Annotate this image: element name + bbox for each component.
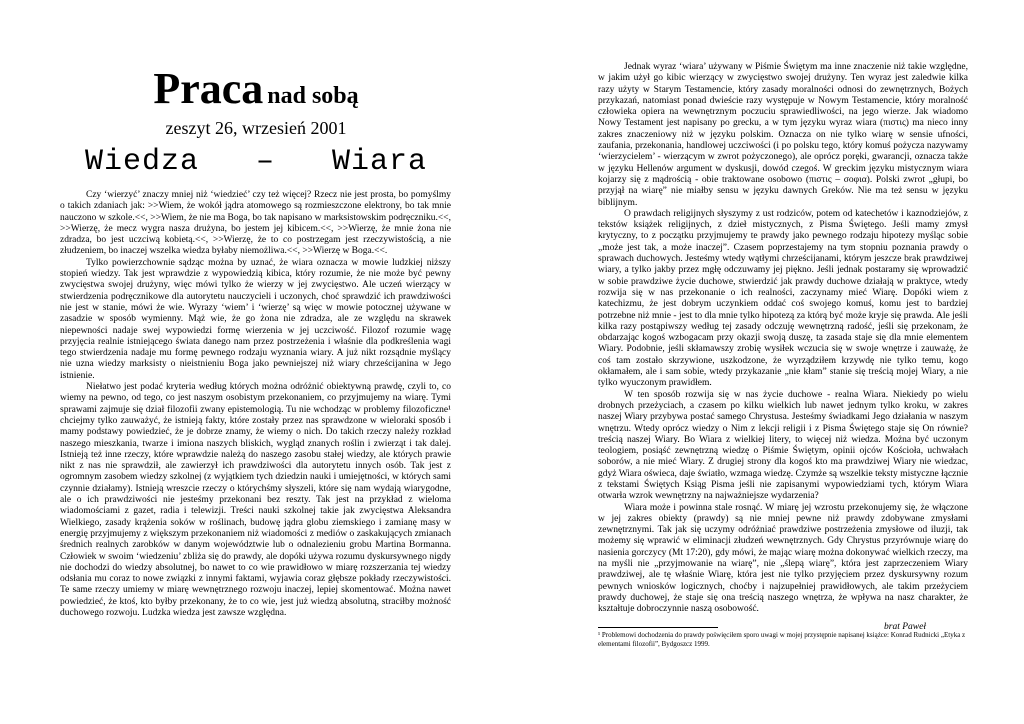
right-column-text [598,62,968,633]
page-title: Praca [153,64,264,113]
footnote [598,627,968,649]
paragraph: Tylko powierzchownie sądząc można by uznać, że wiara oznacza w mowie ludzkiej niższy stopień wiedzy. Tak jest wprawdzie z wypowiedzią kibica, który rozumie, że nie może być pewny zwycięstwa swojej drużyny, więc mówi tylko że wierzy w jej zwycięstwo. Ale uczeń wierzący w stwierdzenia podręcznikowe dla autorytetu nauczycieli i uczonych, choć sprawdzić ich prawdziwości nie jest w stanie, mówi że wie. Wyrazy ‘wiem’ i ‘wierzę’ są więc w mowie potocznej używane w zasadzie w sposób wymienny. Mąż wie, że go żona nie zdradza, ale ze względu na skrawek niepewności nadaje swej wypowiedzi formę wierzenia w jej uczciwość. Filozof rozumie wagę przyjęcia realnie istniejącego świata danego nam przez postrzeżenia i właśnie dla podkreślenia wagi tego stwierdzenia nadaje mu formę pewnego rodzaju wyznania wiary. A już nikt rozsądnie myślący nie uzna wiedzy marksisty o nieistnieniu Boga jako pewniejszej niż wiary chrześcijanina w Jego istnienie. [60,257,451,381]
paragraph: Wiara może i powinna stale rosnąć. W miarę jej wzrostu przekonujemy się, że włączone w jej zakres obiekty (prawdy) są nie mniej pewne niż prawdy zdobywane zmysłami zewnętrznymi. Tak jak się uczymy odróżniać prawdziwe postrzeżenia zmysłowe od iluzji, tak możemy się wprawić w eliminacji złudzeń wewnętrznych. Gdy Chrystus przyrównuje wiarę do nasienia gorczycy (Mt 17:20), gdy mówi, że mając wiarę można dokonywać wielkich rzeczy, ma na myśli nie „przyjmowanie na wiarę”, nie „ślepą wiarę”, która jest zaprzeczeniem Wiary prawdziwej, ale tę właśnie Wiarę, która jest nie tylko przyjęciem przez dyskursywny rozum pewnych wniosków logicznych, choćby i najzupełniej prawidłowych, ale takim przeżyciem prawdy duchowej, że staje się ona treścią naszego wnętrza, że wpływa na nasz charakter, że kształtuje dobroczynnie naszą osobowość. [598,502,968,615]
title-block [60,66,452,179]
paragraph: Niełatwo jest podać kryteria według których można odróżnić obiektywną prawdę, czyli to, co wiemy na pewno, od tego, co jest naszym osobistym przekonaniem, co przyjmujemy na wiarę. Tymi sprawami zajmuje się dział filozofii zwany epistemologią. Tu nie wchodząc w problemy filozoficzne¹ chciejmy tylko zauważyć, że istnieją fakty, które zostały przez nas sprawdzone w wieloraki sposób i mamy podstawy powiedzieć, że je dobrze znamy, że wiemy o nich. Do takich rzeczy należy rozkład naszego mieszkania, twarze i imiona naszych bliskich, wygląd znanych roślin i zwierząt i tak dalej. Istnieją też inne rzeczy, które wprawdzie należą do naszego zasobu stałej wiedzy, ale których prawie nikt z nas nie sprawdził, ale zawierzył ich prawdziwości dla autorytetu innych osób. Tak jest z ogromnym zasobem wiedzy szkolnej (z wyjątkiem tych dziedzin nauki i umiejętności, w których sami czynnie działamy). Istnieją wreszcie rzeczy o którychśmy słyszeli, które się nam wydają wiarygodne, ale o ich prawdziwości nie jesteśmy przekonani bez reszty. Tak jest na przykład z wieloma wiadomościami z gazet, radia i telewizji. Treści nauki szkolnej takie jak zwycięstwa Aleksandra Wielkiego, zasady krążenia soków w roślinach, budowę jądra globu ziemskiego i zamianę masy w energię przyjmujemy z większym przekonaniem niż wiadomości z mediów o zaskakujących zmianach średnich realnych zarobków w danym województwie lub o odnalezieniu grobu Martina Bormanna. Człowiek w swoim ‘wiedzeniu’ zbliża się do prawdy, ale dopóki używa rozumu dyskursywnego nigdy nie dochodzi do wiedzy absolutnej, bo nawet to co wie prawidłowo w miarę rozszerzania tej wiedzy odsłania mu coraz to nowe związki z innymi faktami, wyjawia coraz głębsze pokłady rzeczywistości. Te same rzeczy umiemy w miarę wewnętrznego rozwoju inaczej, lepiej skomentować. Można nawet powiedzieć, że ktoś, kto byłby przekonany, że to co wie, jest już wiedzą absolutną, straciłby możność duchowego rozwoju. Ludzka wiedza jest zawsze względna. [60,382,451,618]
article-heading: Wiedza – Wiara [84,145,428,179]
paragraph: W ten sposób rozwija się w nas życie duchowe - realna Wiara. Niekiedy po wielu drobnych przeżyciach, a czasem po kilku wielkich lub nawet jednym tylko kroku, w zakres naszej Wiary przybywa postać samego Chrystusa. Jesteśmy świadkami Jego działania w naszym wnętrzu. Wtedy oprócz wiedzy o Nim z lekcji religii i z Pisma Świętego staje się On równie? treścią naszej Wiary. Bo Wiara z wielkiej litery, to więcej niż wiedza. Można być uczonym teologiem, posiąść zewnętrzną wiedzę o Piśmie Świętym, opinii ojców Kościoła, uchwałach soborów, a nie mieć Wiary. Z drugiej strony dla kogoś kto ma prawdziwej Wiary nie wiedzac, gdyż Wiara oświeca, daje światło, wzmaga wiedzę. Czymże są wszelkie teksty mistyczne łącznie z tekstami Świętych Ksiąg Pisma jeśli nie zapisanymi wypowiedziami tych, którym Wiara otwarła wzrok wewnętrzny na najważniejsze wydarzenia? [598,389,968,502]
paragraph: Czy ‘wierzyć’ znaczy mniej niż ‘wiedzieć’ czy też więcej? Rzecz nie jest prosta, bo pomyślmy o takich zdaniach jak: >>Wiem, że wokół jądra atomowego są rozmieszczone elektrony, bo tak mnie nauczono w szkole.<<, >>Wiem, że nie ma Boga, bo tak napisano w marksistowskim podręczniku.<<, >>Wierzę, że mecz wygra nasza drużyna, bo jestem jej kibicem.<<, >>Wierzę, że mnie żona nie zdradza, bo jest uczciwą kobietą.<<, >>Wierzę, że to co postrzegam jest rzeczywistością, a nie złudzeniem, bo inaczej wszelka wiedza byłaby niemożliwa.<<, >>Wierzę w Boga.<<. [60,190,451,257]
signature: brat Paweł [884,621,926,632]
footnote-divider [598,627,718,628]
footnote-text: ¹ Problemowi dochodzenia do prawdy poświęciłem sporo uwagi w mojej przystępnie napisanej książce: Konrad Rudnicki „Etyka z elementami filozofii”, Bydgoszcz 1999. [598,631,966,648]
page-title-suffix: nad sobą [267,83,359,109]
paragraph: O prawdach religijnych słyszymy z ust rodziców, potem od katechetów i kaznodziejów, z tekstów książek religijnych, z dzieł mistycznych, z Pisma Świętego. Jeśli mamy zmysł krytyczny, to z początku przyjmujemy te prawdy jako pewnego rodzaju hipotezy myśląc sobie „może jest tak, a może inaczej”. Czasem poprzestajemy na tym stopniu poznania prawdy o sprawach duchowych. Jesteśmy wtedy wątłymi chrześcijanami, którym jeszcze brak prawdziwej wiary, a tylko jakby przez mgłę odczuwamy jej piękno. Jeśli jednak postaramy się wprowadzić w sobie prawdziwe życie duchowe, stwierdzić jak prawdy duchowe działają w praktyce, wtedy rozwija się w nas przekonanie o ich realności, zaczynamy mieć Wiarę. Dopóki wiem z katechizmu, że jest dobrym uczynkiem oddać coś swojego komuś, komu jest to bardziej potrzebne niż mnie - jest to dla mnie tylko hipotezą za którą być może kryje się prawda. Ale jeśli kilka razy postąpiwszy według tej zasady odczuję wewnętrzną radość, jeśli się przekonam, że obdarzając kogoś wzbogacam przy okazji swoją duszę, ta zasada staje się dla mnie elementem Wiary. Podobnie, jeśli skłamawszy zrobię wysiłek wczucia się w swoje wnętrze i zauważę, że coś tam zostało skrzywione, uszkodzone, że wyrządziłem krzywdę nie tylko temu, kogo okłamałem, ale i sam sobie, wtedy przykazanie „nie kłam” stanie się treścią mojej Wiary, a nie tylko wyuczonym prawidłem. [598,208,968,389]
issue-info: zeszyt 26, wrzesień 2001 [165,118,347,138]
paragraph: Jednak wyraz ‘wiara’ używany w Piśmie Świętym ma inne znaczenie niż takie względne, w jakim użył go kibic wierzący w zwycięstwo swojej drużyny. Ten wyraz jest zaledwie kilka razy użyty w Starym Testamencie, który zasady moralności odnosi do zewnętrznych, Bożych przykazań, natomiast ponad dwieście razy występuje w Nowym Testamencie, który moralność człowieka opiera na wewnętrznym poczuciu sprawiedliwości, na jego wierze. Jak wiadomo Nowy Testament jest napisany po grecku, a w tym języku wyraz wiara (πιστις) ma nieco inny zakres znaczeniowy niż w języku polskim. Oznacza on nie tylko wiarę w sensie ufności, zaufania, przekonania, handlowej uczciwości (i po polsku tego, który komuś pożycza nazywamy ‘wierzycielem’ - wierzącym w zwrot pożyczonego), ale oprócz poręki, gwarancji, oznacza także w języku Hellenów argument w dyskusji, dowód czegoś. W greckim języku mistycznym wiara kojarzy się z mądrością - obie traktowane osobowo (πιστις – σοφια). Polski zwrot „głupi, bo przyjął na wiarę” nie miałby sensu w języku dawnych Greków. Nie ma też sensu w języku biblijnym. [598,62,968,208]
left-column-text [60,190,451,619]
